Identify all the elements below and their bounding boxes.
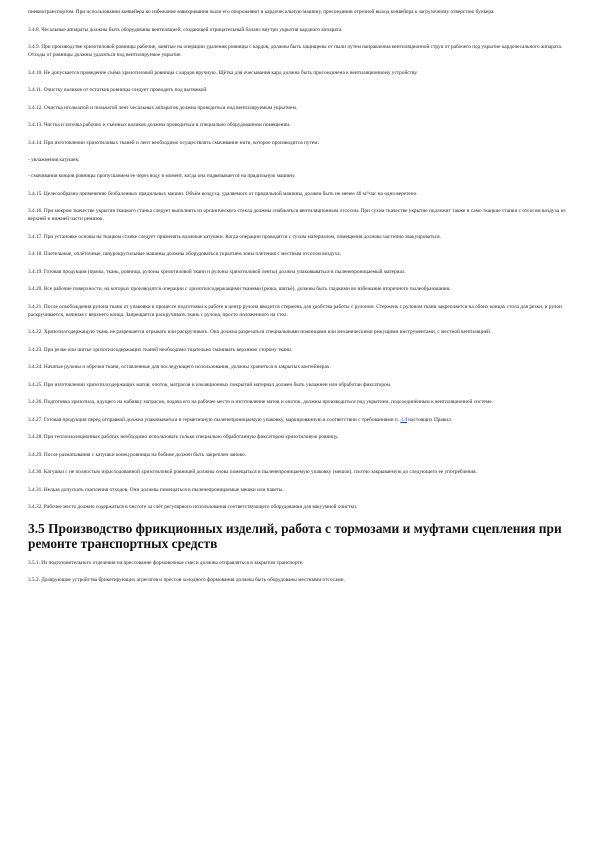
paragraph (28, 468, 567, 476)
paragraph-text: 3.4.31. Нельзя допускать скопления отходов. Они должны помещаться в пыленепроницаемые мешки или пакеты. (28, 486, 284, 493)
paragraph-text: 3.4.20. Все рабочие поверхности, на которых производятся операции с хризотилсодержащими тканями (резка, шитьё), должны быть гладкими во избежание вторичного пылеобразования. (28, 286, 451, 292)
paragraph (28, 172, 567, 180)
paragraph (28, 451, 567, 459)
paragraph-text: 3.5.2. Дозирующие устройства брикетирующих агрегатов и прессов холодного формования должны быть оборудованы местными отсосами. (28, 577, 345, 583)
paragraph (28, 104, 567, 112)
paragraph (28, 233, 567, 241)
paragraph (28, 26, 567, 34)
paragraph-text: 3.4.16. При мокром ткачестве укрытия ткацкого станка следует выполнять из органического стекла должны снабжаться вентиляционным отсосом. При сухом ткачестве укрытие подлежит также и само ткацкие станки с отсосом воздуха из верхней и нижней части ремизок. (28, 208, 566, 222)
paragraph-text: 3.4.32. Рабочее место должно содержаться в чистоте за счёт регулярного использования соответствующего оборудования для вакуумной очистки. (28, 504, 358, 510)
paragraph (28, 433, 567, 441)
paragraph-list-after-heading (28, 559, 567, 585)
paragraph-list (28, 8, 567, 511)
paragraph (28, 190, 567, 198)
paragraph-text: 3.4.27. Готовая продукция перед отправкой должна упаковываться в герметичную пыленепроницаемую упаковку, маркированную в соответствии с требованиями п. (28, 416, 401, 423)
paragraph (28, 285, 567, 293)
paragraph (28, 43, 567, 59)
paragraph-text: 3.5.1. Из подготовительного отделения на прессование формовочные смеси должны отправляться в закрытом транспорте. (28, 559, 304, 566)
paragraph-text: 3.4.22. Хризотилсодержащую ткань не разрешается отрывать или раскручивать. Она должна разрезаться специальными ножницами или механическими режущими инструментами, с местной вентиляцией. (28, 329, 492, 335)
paragraph-text: 3.4.15. Целесообразно применение безбалонных прядильных машин. Объём воздуха, удаляемого от прядильной машины, должен быть не менее 40 м³/час на одно веретено. (28, 190, 418, 197)
paragraph (28, 398, 567, 406)
paragraph (28, 328, 567, 336)
paragraph-text: 3.4.13. Чистка и заточка рабочих и съёмных валиков должны проводиться в специально оборудованном помещении. (28, 122, 291, 128)
paragraph-text: 3.4.24. Начатые рулоны и обрезки ткани, оставленные для последующего использования, должны храниться в закрытых контейнерах. (28, 364, 331, 370)
section-heading: 3.5 Производство фрикционных изделий, работа с тормозами и муфтами сцепления при ремонте транспортных средств (28, 520, 562, 551)
paragraph-text: 3.4.26. Подготовка хризотила, идущего на набивку матрасов, подача его на рабочее место и изготовление матов и опоток, должны производиться под укрытием, подсоединённым к вентиляционной системе. (28, 399, 493, 405)
paragraph-text: 3.4.8. Чесальные аппараты должны быть оборудованы вентиляцией, создающей отрицательный баланс внутри укрытия кардного аппарата. (28, 26, 343, 33)
paragraph (28, 486, 567, 494)
paragraph-text: - увлажнения катушек; (28, 157, 80, 163)
paragraph (28, 69, 567, 77)
paragraph-text: 3.4.9. При производстве хризотиловой ровницы рабочие, занятые на операции удаления ровницы с кардов, должны быть защищены от пыли путем направления вентиляционной струи от рабочего под укрытие кардочесального аппарата. Отходы от ровницы должны удаляться под вентилируемое укрытие. (28, 44, 563, 58)
paragraph (28, 416, 567, 424)
paragraph (28, 156, 567, 164)
paragraph-text: 3.4.14. При изготовлении хризотиловых тканей и лент необходимо осуществлять смачивание нити, которое производится путем: (28, 139, 319, 146)
paragraph (28, 576, 567, 584)
paragraph-text: 3.4.21. После освобождения рулона ткани от упаковки в процессе подготовки к работе в центр рулона вводится стержень для удобства работы с рулоном. Стержень с рулоном ткани закрепляется на обоих концах стола для резки, и рулон раскручивается, начиная с верхнего конца. Запрещается раскручивать ткань с рулона, просто положенного на стол. (28, 303, 562, 318)
paragraph-text: 3.4.19. Готовая продукция (пряжа, ткань, ровница, рулоны хризотиловой ткани и рулоны хризотиловой ленты) должна упаковываться в пыленепроницаемый материал. (28, 268, 406, 275)
paragraph (28, 303, 567, 319)
paragraph (28, 559, 567, 567)
paragraph-text: - смачивания концов ровницы пропусканием ее через воду в момент, когда она подвязывается на прядильную машину. (28, 173, 296, 179)
paragraph (28, 346, 567, 354)
paragraph-text: 3.4.10. Не допускается проведение съёма хризотиловой ровницы с кардов вручную. Щётка для очесывания кард должна быть присоединена к вентиляционному устройству. (28, 69, 418, 76)
paragraph (28, 86, 567, 94)
paragraph (28, 363, 567, 371)
paragraph (28, 250, 567, 258)
paragraph-text: 3.4.23. При резке или шитье хризотилсодержащих тканей необходимо тщательно смачивать верхнюю сторону ткани. (28, 346, 293, 353)
paragraph-text: 3.4.28. При теплоизоляционных работах необходимо использовать только специально обработанную фиксатором хризотиловую ровницу. (28, 434, 339, 440)
paragraph (28, 121, 567, 129)
paragraph (28, 8, 567, 16)
paragraph-text: 3.4.30. Катушки с не полностью израсходованной хризотиловой ровницей должны снова помещаться в пыленепроницаемую упаковку (мешок), плотно закрываемую до следующего ее употребления. (28, 469, 477, 475)
paragraph (28, 207, 567, 223)
paragraph-text: 3.4.17. При установке основы на ткацком станке следует применять влажные катушки. Когда операции проводятся с сухим материалом, помещения должны частично эвакуироваться. (28, 233, 441, 240)
paragraph (28, 381, 567, 389)
paragraph-text: 3.4.25. При изготовлении хризотилсодержащих матов, опоток, матрасов и изоляционных покрытий материал должен быть увлажнен или обработан фиксатором. (28, 381, 392, 388)
paragraph-text: пневмотранспортом. При использовании конвейера во избежание взвихривания пыли его опорожняют в кардочесальную машину, присоединив отрезной выход конвейера к загрузочному отверстию бункера. (28, 9, 495, 15)
paragraph-text: 3.4.12. Очистка игольчатой и пильчатой лент чесальных аппаратов должна проводиться под вентилируемым укрытием. (28, 104, 298, 111)
paragraph-text: 3.4.18. Плетельные, оплёточные, шнурокрутильные машины должны оборудоваться укрытием зоны плетения с местным отсосом воздуха. (28, 251, 341, 257)
section-reference-link[interactable]: 3.4 (400, 416, 407, 423)
paragraph-text: 3.4.29. После разматывания с катушки конец ровницы на бобине должен быть закреплен заново. (28, 451, 246, 458)
paragraph-text: 3.4.11. Очистку валиков от остатков ровницы следует проводить под вытяжкой. (28, 87, 208, 93)
paragraph-text-after-link: настоящих Правил. (406, 416, 453, 423)
paragraph (28, 139, 567, 147)
paragraph (28, 503, 567, 511)
paragraph (28, 268, 567, 276)
